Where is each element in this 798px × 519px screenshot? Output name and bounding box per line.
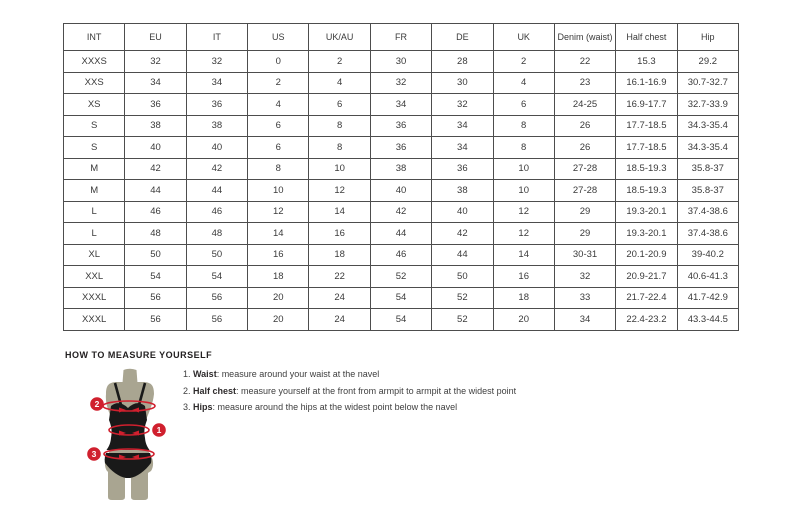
measure-step-label: Waist	[193, 369, 217, 379]
size-cell: 38	[186, 115, 247, 137]
size-cell: 41.7-42.9	[677, 287, 738, 309]
size-cell: 15.3	[616, 51, 677, 73]
measure-step-label: Half chest	[193, 385, 237, 396]
size-cell: 20.1-20.9	[616, 244, 677, 266]
size-cell: 35.8-37	[677, 180, 738, 202]
size-cell: 22	[309, 266, 370, 288]
size-cell: 0	[248, 51, 309, 73]
size-cell: 36	[125, 94, 186, 116]
size-cell: 42	[186, 158, 247, 180]
size-cell: 34	[186, 72, 247, 94]
measure-step-text: : measure around your waist at the navel	[216, 369, 380, 379]
size-cell: 6	[248, 115, 309, 137]
size-cell: 46	[186, 201, 247, 223]
size-cell: L	[64, 223, 125, 245]
size-cell: 2	[248, 72, 309, 94]
size-cell: 24-25	[554, 94, 615, 116]
size-cell: 39-40.2	[677, 244, 738, 266]
badge-waist-number: 1	[156, 425, 162, 435]
measure-step-number: 1.	[183, 369, 194, 379]
size-cell: 44	[370, 223, 431, 245]
size-row	[64, 244, 739, 266]
size-row	[64, 223, 739, 245]
size-row	[64, 158, 739, 180]
size-cell: 34	[432, 115, 493, 137]
size-cell: 44	[186, 180, 247, 202]
size-row	[64, 137, 739, 159]
size-cell: 30-31	[554, 244, 615, 266]
column-header: EU	[125, 24, 186, 51]
size-row	[64, 266, 739, 288]
size-row	[64, 94, 739, 116]
size-cell: 21.7-22.4	[616, 287, 677, 309]
size-cell: 52	[432, 309, 493, 331]
size-cell: 10	[493, 180, 554, 202]
size-cell: 6	[309, 94, 370, 116]
size-cell: 28	[432, 51, 493, 73]
size-cell: 8	[309, 137, 370, 159]
column-header: Hip	[677, 24, 738, 51]
size-cell: 16.1-16.9	[616, 72, 677, 94]
size-cell: 35.8-37	[677, 158, 738, 180]
size-cell: 2	[493, 51, 554, 73]
size-cell: M	[64, 180, 125, 202]
size-cell: XXS	[64, 72, 125, 94]
size-row	[64, 115, 739, 137]
size-cell: 14	[309, 201, 370, 223]
size-cell: 44	[432, 244, 493, 266]
measure-step-label: Hips	[193, 402, 213, 412]
size-cell: 12	[248, 201, 309, 223]
size-row	[64, 51, 739, 73]
size-cell: 20	[248, 309, 309, 331]
size-cell: 18	[493, 287, 554, 309]
size-chart-header-row	[64, 24, 739, 51]
measure-step-number: 3.	[183, 402, 194, 412]
size-cell: 34	[125, 72, 186, 94]
size-cell: 34.3-35.4	[677, 137, 738, 159]
size-cell: 16	[309, 223, 370, 245]
size-cell: 26	[554, 115, 615, 137]
size-cell: 32	[554, 266, 615, 288]
size-cell: 14	[248, 223, 309, 245]
size-cell: 17.7-18.5	[616, 137, 677, 159]
size-cell: 20	[248, 287, 309, 309]
size-cell: 46	[370, 244, 431, 266]
size-chart-table	[63, 23, 739, 331]
measure-step	[183, 402, 516, 413]
size-cell: 4	[309, 72, 370, 94]
size-cell: 18	[309, 244, 370, 266]
size-cell: 10	[309, 158, 370, 180]
size-cell: 34.3-35.4	[677, 115, 738, 137]
size-cell: 22	[554, 51, 615, 73]
size-cell: 34	[370, 94, 431, 116]
measure-guide-heading: HOW TO MEASURE YOURSELF	[65, 350, 213, 360]
size-cell: 56	[186, 309, 247, 331]
measure-step-text: : measure around the hips at the widest point below the navel	[212, 402, 458, 412]
size-cell: 40	[125, 137, 186, 159]
mannequin-illustration	[78, 368, 178, 503]
size-row	[64, 201, 739, 223]
size-cell: 40	[370, 180, 431, 202]
column-header: Half chest	[616, 24, 677, 51]
measure-step	[183, 369, 516, 380]
size-cell: 38	[370, 158, 431, 180]
measure-step-text: : measure yourself at the front from armpit to armpit at the widest point	[236, 385, 517, 396]
size-cell: 54	[370, 309, 431, 331]
column-header: UK/AU	[309, 24, 370, 51]
size-cell: 38	[125, 115, 186, 137]
size-chart-body	[64, 51, 739, 331]
column-header: US	[248, 24, 309, 51]
size-cell: 19.3-20.1	[616, 201, 677, 223]
size-cell: 18.5-19.3	[616, 158, 677, 180]
size-cell: 8	[248, 158, 309, 180]
column-header: IT	[186, 24, 247, 51]
size-cell: XXXL	[64, 309, 125, 331]
size-cell: 34	[432, 137, 493, 159]
size-cell: 30.7-32.7	[677, 72, 738, 94]
size-cell: 18.5-19.3	[616, 180, 677, 202]
size-cell: 20	[493, 309, 554, 331]
size-cell: 29	[554, 201, 615, 223]
size-cell: 4	[493, 72, 554, 94]
size-cell: 14	[493, 244, 554, 266]
column-header: FR	[370, 24, 431, 51]
size-cell: 54	[186, 266, 247, 288]
size-cell: 40.6-41.3	[677, 266, 738, 288]
size-cell: 37.4-38.6	[677, 223, 738, 245]
size-cell: XS	[64, 94, 125, 116]
size-cell: 12	[309, 180, 370, 202]
size-cell: 48	[186, 223, 247, 245]
size-cell: 19.3-20.1	[616, 223, 677, 245]
size-cell: 42	[432, 223, 493, 245]
size-cell: 56	[125, 309, 186, 331]
size-cell: 38	[432, 180, 493, 202]
size-cell: 8	[493, 115, 554, 137]
size-cell: XXL	[64, 266, 125, 288]
size-cell: 16	[248, 244, 309, 266]
size-cell: 56	[125, 287, 186, 309]
size-cell: 16.9-17.7	[616, 94, 677, 116]
size-cell: 42	[370, 201, 431, 223]
size-cell: 22.4-23.2	[616, 309, 677, 331]
size-cell: 48	[125, 223, 186, 245]
size-cell: 36	[370, 137, 431, 159]
size-cell: 36	[186, 94, 247, 116]
size-cell: 50	[125, 244, 186, 266]
size-cell: XXXS	[64, 51, 125, 73]
size-cell: 26	[554, 137, 615, 159]
column-header: DE	[432, 24, 493, 51]
size-cell: 54	[125, 266, 186, 288]
size-cell: 20.9-21.7	[616, 266, 677, 288]
size-cell: 6	[248, 137, 309, 159]
size-cell: 29	[554, 223, 615, 245]
size-cell: XXXL	[64, 287, 125, 309]
size-cell: 2	[309, 51, 370, 73]
size-row	[64, 72, 739, 94]
size-cell: 16	[493, 266, 554, 288]
size-cell: 18	[248, 266, 309, 288]
size-cell: 36	[432, 158, 493, 180]
size-cell: 36	[370, 115, 431, 137]
size-cell: 50	[432, 266, 493, 288]
measure-steps-list	[183, 369, 516, 419]
size-cell: XL	[64, 244, 125, 266]
size-cell: 32	[370, 72, 431, 94]
size-cell: 10	[493, 158, 554, 180]
column-header: INT	[64, 24, 125, 51]
size-row	[64, 180, 739, 202]
size-cell: 10	[248, 180, 309, 202]
size-cell: 12	[493, 201, 554, 223]
measurement-figure	[78, 368, 178, 503]
size-cell: 30	[370, 51, 431, 73]
size-cell: 46	[125, 201, 186, 223]
size-cell: 24	[309, 287, 370, 309]
size-row	[64, 287, 739, 309]
size-cell: 37.4-38.6	[677, 201, 738, 223]
size-row	[64, 309, 739, 331]
size-cell: 8	[309, 115, 370, 137]
mannequin-neck	[123, 369, 138, 383]
measure-step-number: 2.	[183, 385, 194, 396]
size-cell: 52	[370, 266, 431, 288]
size-cell: 24	[309, 309, 370, 331]
size-cell: 27-28	[554, 158, 615, 180]
measure-step	[183, 386, 516, 397]
size-cell: 34	[554, 309, 615, 331]
size-cell: 23	[554, 72, 615, 94]
size-cell: 27-28	[554, 180, 615, 202]
column-header: UK	[493, 24, 554, 51]
size-cell: S	[64, 137, 125, 159]
size-cell: 44	[125, 180, 186, 202]
size-cell: 52	[432, 287, 493, 309]
size-cell: 12	[493, 223, 554, 245]
size-cell: 42	[125, 158, 186, 180]
size-cell: 43.3-44.5	[677, 309, 738, 331]
size-cell: 32	[125, 51, 186, 73]
size-cell: 54	[370, 287, 431, 309]
size-cell: 32.7-33.9	[677, 94, 738, 116]
size-cell: S	[64, 115, 125, 137]
badge-hips-number: 3	[91, 449, 97, 459]
badge-chest-number: 2	[94, 399, 100, 409]
size-cell: 32	[186, 51, 247, 73]
size-cell: 6	[493, 94, 554, 116]
size-cell: 33	[554, 287, 615, 309]
column-header: Denim (waist)	[554, 24, 615, 51]
size-cell: 4	[248, 94, 309, 116]
size-cell: 8	[493, 137, 554, 159]
size-cell: 29.2	[677, 51, 738, 73]
size-cell: 40	[186, 137, 247, 159]
badge-chest	[90, 397, 104, 411]
badge-hips	[87, 447, 101, 461]
size-cell: 17.7-18.5	[616, 115, 677, 137]
badge-waist	[152, 423, 166, 437]
size-cell: 32	[432, 94, 493, 116]
size-cell: M	[64, 158, 125, 180]
size-cell: 50	[186, 244, 247, 266]
size-cell: 40	[432, 201, 493, 223]
size-cell: L	[64, 201, 125, 223]
size-cell: 56	[186, 287, 247, 309]
size-cell: 30	[432, 72, 493, 94]
